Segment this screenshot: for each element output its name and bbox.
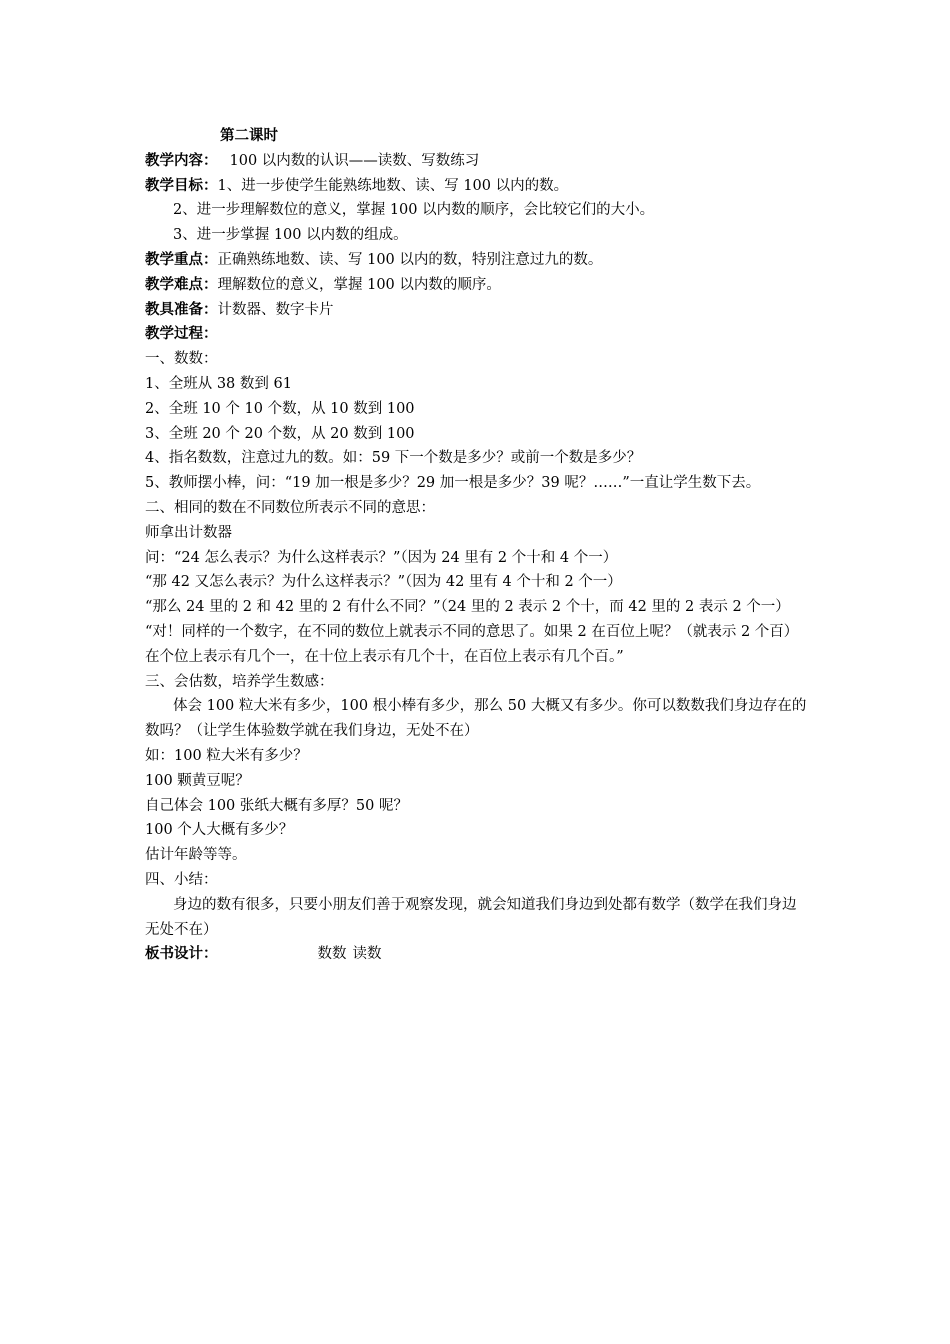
section-1-item: 5、教师摆小棒，问：“19 加一根是多少？29 加一根是多少？39 呢？……”一直让学生数下去。 xyxy=(145,475,761,492)
lesson-plan-document xyxy=(145,124,810,967)
content-text: 100 以内数的认识——读数、写数练习 xyxy=(229,152,480,169)
process-label: 教学过程： xyxy=(145,325,218,343)
section-1-item: 3、全班 20 个 20 个数，从 20 数到 100 xyxy=(145,425,415,442)
section-3-line: 如：100 粒大米有多少？ xyxy=(145,747,308,764)
goal-1: 1、进一步使学生能熟练地数、读、写 100 以内的数。 xyxy=(217,177,569,194)
section-2-line: “那么 24 里的 2 和 42 里的 2 有什么不同？”（24 里的 2 表示 2 个十，而 42 里的 2 表示 2 个一） xyxy=(145,599,790,616)
tools-label: 教具准备： xyxy=(145,300,218,318)
goals-row xyxy=(145,174,810,199)
section-2-line: 问：“24 怎么表示？为什么这样表示？”（因为 24 里有 2 个十和 4 个一） xyxy=(145,549,618,566)
lesson-title: 第二课时 xyxy=(220,127,278,144)
board-design-row xyxy=(145,942,810,967)
key-row xyxy=(145,248,810,273)
board-text-reading: 读数 xyxy=(352,946,382,963)
difficulty-label: 教学难点： xyxy=(145,275,218,293)
section-2-line: “对！同样的一个数字，在不同的数位上就表示不同的意思了。如果 2 在百位上呢？（就表示 2 个百）在个位上表示有几个一，在十位上表示有几个十，在百位上表示有几个百。” xyxy=(145,623,799,665)
tools-text: 计数器、数字卡片 xyxy=(217,301,334,318)
tools-row xyxy=(145,298,810,323)
section-3-paragraph: 体会 100 粒大米有多少，100 根小棒有多少，那么 50 大概又有多少。你可以数数我们身边存在的数吗？（让学生体验数学就在我们身边，无处不在） xyxy=(145,698,807,740)
difficulty-text: 理解数位的意义，掌握 100 以内数的顺序。 xyxy=(217,276,501,293)
section-2-title: 二、相同的数在不同数位所表示不同的意思： xyxy=(145,499,435,516)
key-label: 教学重点： xyxy=(145,250,218,268)
section-4-title: 四、小结： xyxy=(145,871,218,888)
key-text: 正确熟练地数、读、写 100 以内的数，特别注意过九的数。 xyxy=(217,251,603,268)
section-1-title: 一、数数： xyxy=(145,351,218,368)
section-3-line: 100 个人大概有多少？ xyxy=(145,822,294,839)
section-1-item: 1、全班从 38 数到 61 xyxy=(145,375,292,392)
section-3-line: 估计年龄等等。 xyxy=(145,847,247,864)
section-4-paragraph: 身边的数有很多，只要小朋友们善于观察发现，就会知道我们身边到处都有数学（数学在我们身边无处不在） xyxy=(145,896,797,938)
board-label: 板书设计： xyxy=(145,945,218,963)
goals-label: 教学目标： xyxy=(145,176,218,194)
section-2-line: 师拿出计数器 xyxy=(145,524,232,541)
section-1-item: 4、指名数数，注意过九的数。如：59 下一个数是多少？或前一个数是多少？ xyxy=(145,450,642,467)
section-2-line: “那 42 又怎么表示？为什么这样表示？”（因为 42 里有 4 个十和 2 个一） xyxy=(145,574,622,591)
section-3-line: 100 颗黄豆呢？ xyxy=(145,772,250,789)
difficulty-row xyxy=(145,273,810,298)
goal-3: 3、进一步掌握 100 以内数的组成。 xyxy=(173,227,408,244)
section-1-item: 2、全班 10 个 10 个数，从 10 数到 100 xyxy=(145,400,415,417)
content-row xyxy=(145,149,810,174)
board-text-counting: 数数 xyxy=(317,946,347,963)
goal-2: 2、进一步理解数位的意义，掌握 100 以内数的顺序，会比较它们的大小。 xyxy=(173,202,655,219)
section-3-line: 自己体会 100 张纸大概有多厚？50 呢？ xyxy=(145,797,408,814)
content-label: 教学内容： xyxy=(145,151,218,169)
section-3-title: 三、会估数，培养学生数感： xyxy=(145,673,334,690)
